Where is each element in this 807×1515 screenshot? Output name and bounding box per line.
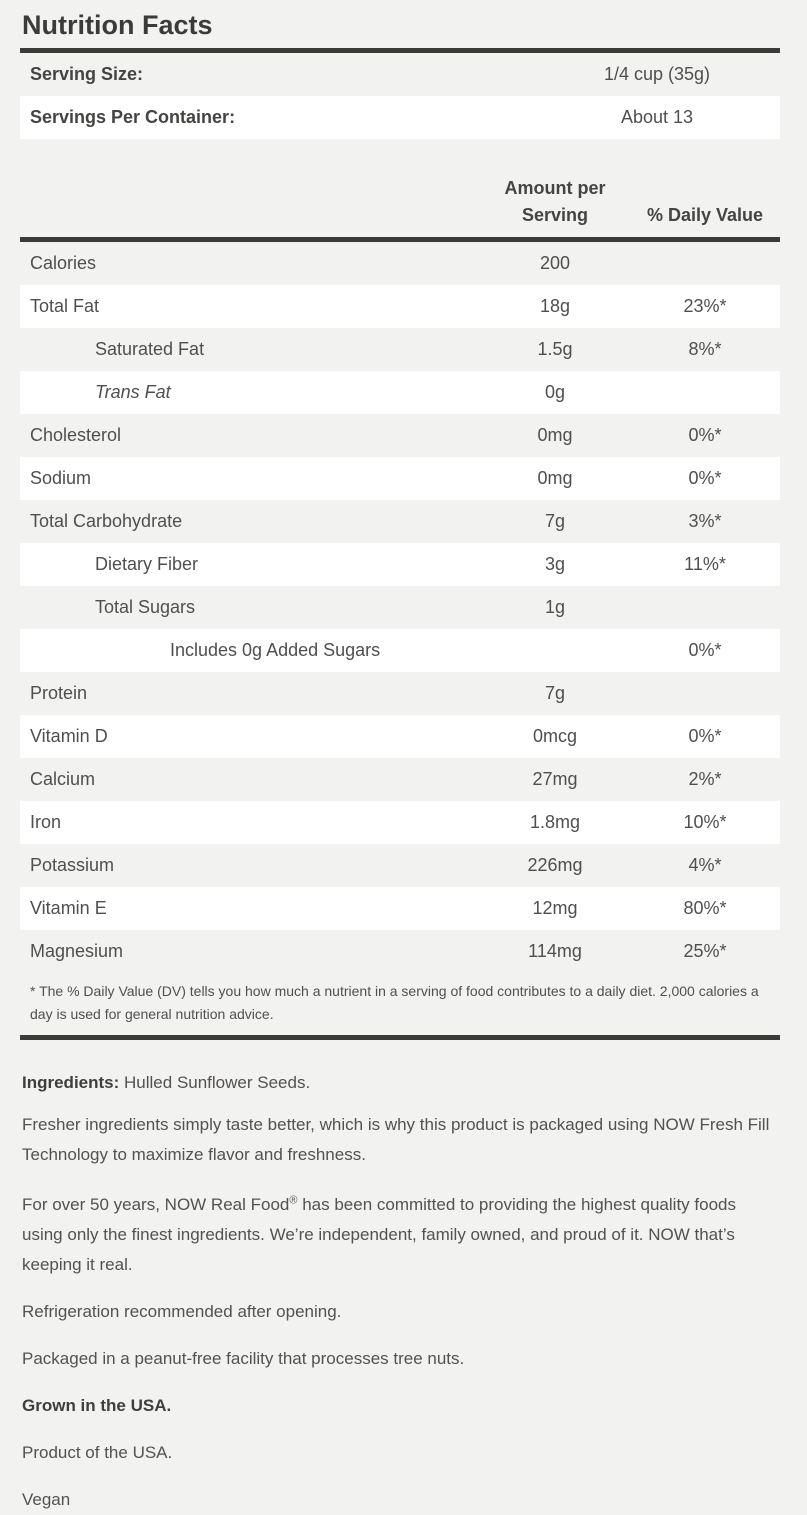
nutrient-label: Sodium: [30, 468, 92, 488]
daily-value-header: % Daily Value: [646, 205, 764, 225]
nutrient-row-dietary-fiber: [20, 543, 780, 586]
nutrient-label: Iron: [30, 812, 62, 832]
nutrient-label: Includes 0g Added Sugars: [170, 640, 381, 660]
nutrient-amount: 3g: [544, 554, 566, 574]
nutrient-daily-value: 8%*: [688, 339, 722, 359]
divider-bottom: [20, 1035, 780, 1040]
nutrient-amount: 7g: [544, 511, 566, 531]
amount-header-line2: Serving: [521, 205, 589, 225]
nutrient-amount: 0g: [544, 382, 566, 402]
nutrient-row-calories: [20, 242, 780, 285]
nutrient-amount: 7g: [544, 683, 566, 703]
nutrient-amount: 226mg: [527, 855, 583, 875]
nutrient-amount: 27mg: [532, 769, 578, 789]
nutrient-amount: 200: [539, 253, 571, 273]
nutrient-daily-value: 2%*: [688, 769, 722, 789]
nutrient-daily-value: 0%*: [688, 640, 722, 660]
nutrient-daily-value: 10%*: [683, 812, 727, 832]
nutrient-label: Magnesium: [30, 941, 124, 961]
nutrient-daily-value: 4%*: [688, 855, 722, 875]
nutrient-label: Trans Fat: [95, 382, 171, 402]
nutrient-row-calcium: [20, 758, 780, 801]
brand-text-after: has been committed to providing the highest quality foods using only the finest ingredients. We’re independent, family owned, and proud of it. NOW that’s keeping it real.: [22, 1195, 736, 1274]
nutrient-amount: 18g: [539, 296, 571, 316]
nutrient-amount: 0mcg: [532, 726, 577, 746]
registered-trademark-symbol: ®: [289, 1194, 298, 1207]
table-column-headers: [20, 139, 780, 237]
serving-size-label: Serving Size:: [30, 64, 144, 84]
nutrient-row-magnesium: [20, 930, 780, 973]
vegan-note: Vegan: [22, 1490, 71, 1509]
nutrient-label: Saturated Fat: [95, 339, 205, 359]
nutrient-daily-value: 0%*: [688, 425, 722, 445]
nutrient-daily-value: 23%*: [683, 296, 727, 316]
nutrient-label: Calories: [30, 253, 97, 273]
panel-content: [20, 0, 780, 1515]
nutrient-label: Protein: [30, 683, 88, 703]
allergen-note: Packaged in a peanut-free facility that processes tree nuts.: [22, 1349, 465, 1368]
nutrient-daily-value: 3%*: [688, 511, 722, 531]
nutrient-daily-value: 0%*: [688, 468, 722, 488]
nutrient-row-protein: [20, 672, 780, 715]
nutrient-label: Total Fat: [30, 296, 100, 316]
serving-size-value: 1/4 cup (35g): [603, 64, 711, 84]
freshness-paragraph: Fresher ingredients simply taste better, which is why this product is packaged using NOW Fresh Fill Technology to maximize flavor and freshness.: [22, 1115, 770, 1164]
nutrient-daily-value: 25%*: [683, 941, 727, 961]
nutrient-amount: 114mg: [528, 941, 582, 961]
amount-header-line1: Amount per: [504, 178, 606, 198]
nutrient-row-cholesterol: [20, 414, 780, 457]
nutrient-amount: 1.5g: [537, 339, 573, 359]
nutrient-amount: 1.8mg: [529, 812, 581, 832]
nutrient-label: Dietary Fiber: [95, 554, 199, 574]
product-of-usa-note: Product of the USA.: [22, 1443, 173, 1462]
nutrient-label: Total Sugars: [95, 597, 196, 617]
servings-per-container-row: [20, 96, 780, 139]
nutrient-daily-value: 11%*: [684, 554, 726, 574]
ingredients-label: Ingredients:: [22, 1073, 120, 1092]
nutrient-row-added-sugars: [20, 629, 780, 672]
nutrient-amount: 1g: [544, 597, 566, 617]
nutrient-row-vitamin-d: [20, 715, 780, 758]
servings-per-container-label: Servings Per Container:: [30, 107, 236, 127]
nutrient-row-total-fat: [20, 285, 780, 328]
nutrient-amount: 12mg: [532, 898, 578, 918]
nutrient-row-iron: [20, 801, 780, 844]
nutrient-label: Total Carbohydrate: [30, 511, 183, 531]
daily-value-footnote: * The % Daily Value (DV) tells you how much a nutrient in a serving of food contributes to a daily diet. 2,000 calories a day is used for general nutrition advice.: [30, 983, 759, 1022]
servings-per-container-value: About 13: [620, 107, 694, 127]
nutrient-amount: 0mg: [537, 468, 573, 488]
nutrient-label: Vitamin D: [30, 726, 108, 746]
nutrient-label: Vitamin E: [30, 898, 107, 918]
nutrient-row-total-sugars: [20, 586, 780, 629]
nutrient-daily-value: 0%*: [688, 726, 722, 746]
nutrient-row-total-carbohydrate: [20, 500, 780, 543]
amount-per-serving-header: [480, 175, 630, 229]
product-details: [20, 1068, 780, 1515]
serving-size-row: [20, 53, 780, 96]
nutrient-row-vitamin-e: [20, 887, 780, 930]
page-title: Nutrition Facts: [22, 10, 213, 40]
brand-paragraph: [22, 1190, 780, 1280]
ingredients-line: [22, 1068, 780, 1098]
nutrient-row-sodium: [20, 457, 780, 500]
grown-in-usa-note: Grown in the USA.: [22, 1396, 172, 1415]
nutrient-label: Potassium: [30, 855, 115, 875]
nutrient-row-saturated-fat: [20, 328, 780, 371]
nutrient-row-potassium: [20, 844, 780, 887]
nutrient-row-trans-fat: [20, 371, 780, 414]
brand-text-before: For over 50 years, NOW Real Food: [22, 1195, 290, 1214]
nutrient-daily-value: 80%*: [683, 898, 727, 918]
nutrient-amount: 0mg: [537, 425, 573, 445]
nutrient-label: Cholesterol: [30, 425, 122, 445]
ingredients-value: Hulled Sunflower Seeds.: [119, 1073, 311, 1092]
refrigeration-note: Refrigeration recommended after opening.: [22, 1302, 342, 1321]
nutrient-label: Calcium: [30, 769, 96, 789]
